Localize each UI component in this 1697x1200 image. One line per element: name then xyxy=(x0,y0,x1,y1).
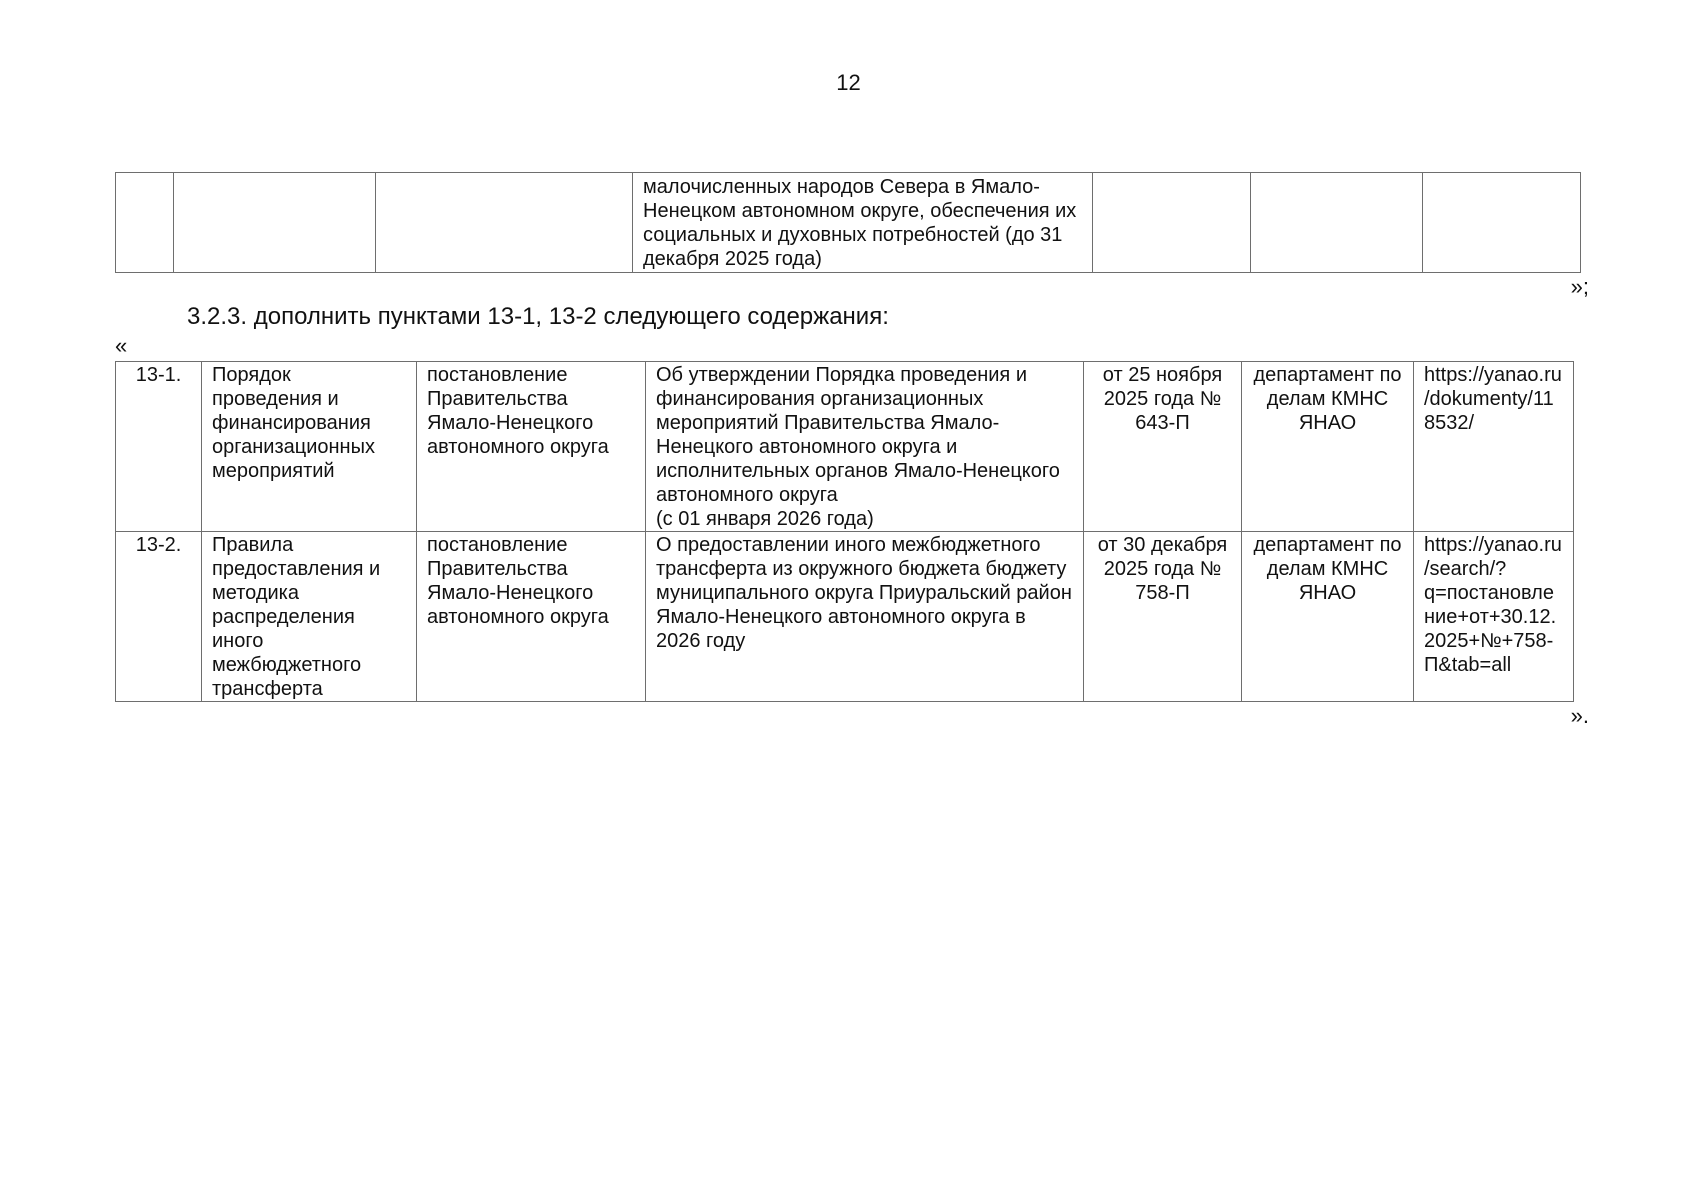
document-link: https://yanao.ru/search/?q=постановление+от+30.12.2025+№+758-П&tab=all xyxy=(1414,532,1574,702)
document-title: О предоставлении иного межбюджетного трансферта из окружного бюджета бюджету муниципального округа Приуральский район Ямало-Ненецкого автономного округа в 2026 году xyxy=(646,532,1084,702)
document-name: Порядок проведения и финансирования организационных мероприятий xyxy=(202,362,417,532)
amendment-intro: 3.2.3. дополнить пунктами 13-1, 13-2 следующего содержания: xyxy=(187,303,889,330)
responsible-department: департамент по делам КМНС ЯНАО xyxy=(1242,362,1414,532)
row-number: 13-1. xyxy=(116,362,202,532)
document-link: https://yanao.ru/dokumenty/118532/ xyxy=(1414,362,1574,532)
continuation-table xyxy=(115,172,1581,273)
table-cell xyxy=(1251,173,1423,273)
table-row xyxy=(116,532,1574,702)
amendment-table xyxy=(115,361,1574,702)
closing-quote: ». xyxy=(1570,703,1589,728)
document-title: Об утверждении Порядка проведения и финансирования организационных мероприятий Правительства Ямало-Ненецкого автономного округа и исполнительных органов Ямало-Ненецкого автономного округа (с 01 января 2026 года) xyxy=(646,362,1084,532)
table-cell xyxy=(116,173,174,273)
page-number: 12 xyxy=(836,70,861,95)
document-name: Правила предоставления и методика распределения иного межбюджетного трансферта xyxy=(202,532,417,702)
table-row xyxy=(116,173,1581,273)
table-cell xyxy=(174,173,376,273)
responsible-department: департамент по делам КМНС ЯНАО xyxy=(1242,532,1414,702)
table-cell: малочисленных народов Севера в Ямало-Ненецком автономном округе, обеспечения их социальных и духовных потребностей (до 31 декабря 2025 года) xyxy=(633,173,1093,273)
document-date: от 30 декабря 2025 года № 758-П xyxy=(1084,532,1242,702)
table-row xyxy=(116,362,1574,532)
closing-quote: »; xyxy=(1570,274,1589,299)
table-cell xyxy=(1093,173,1251,273)
document-type: постановление Правительства Ямало-Ненецкого автономного округа xyxy=(417,362,646,532)
row-number: 13-2. xyxy=(116,532,202,702)
document-date: от 25 ноября 2025 года № 643-П xyxy=(1084,362,1242,532)
table-cell xyxy=(376,173,633,273)
table-cell xyxy=(1423,173,1581,273)
document-type: постановление Правительства Ямало-Ненецкого автономного округа xyxy=(417,532,646,702)
opening-quote: « xyxy=(115,333,128,358)
